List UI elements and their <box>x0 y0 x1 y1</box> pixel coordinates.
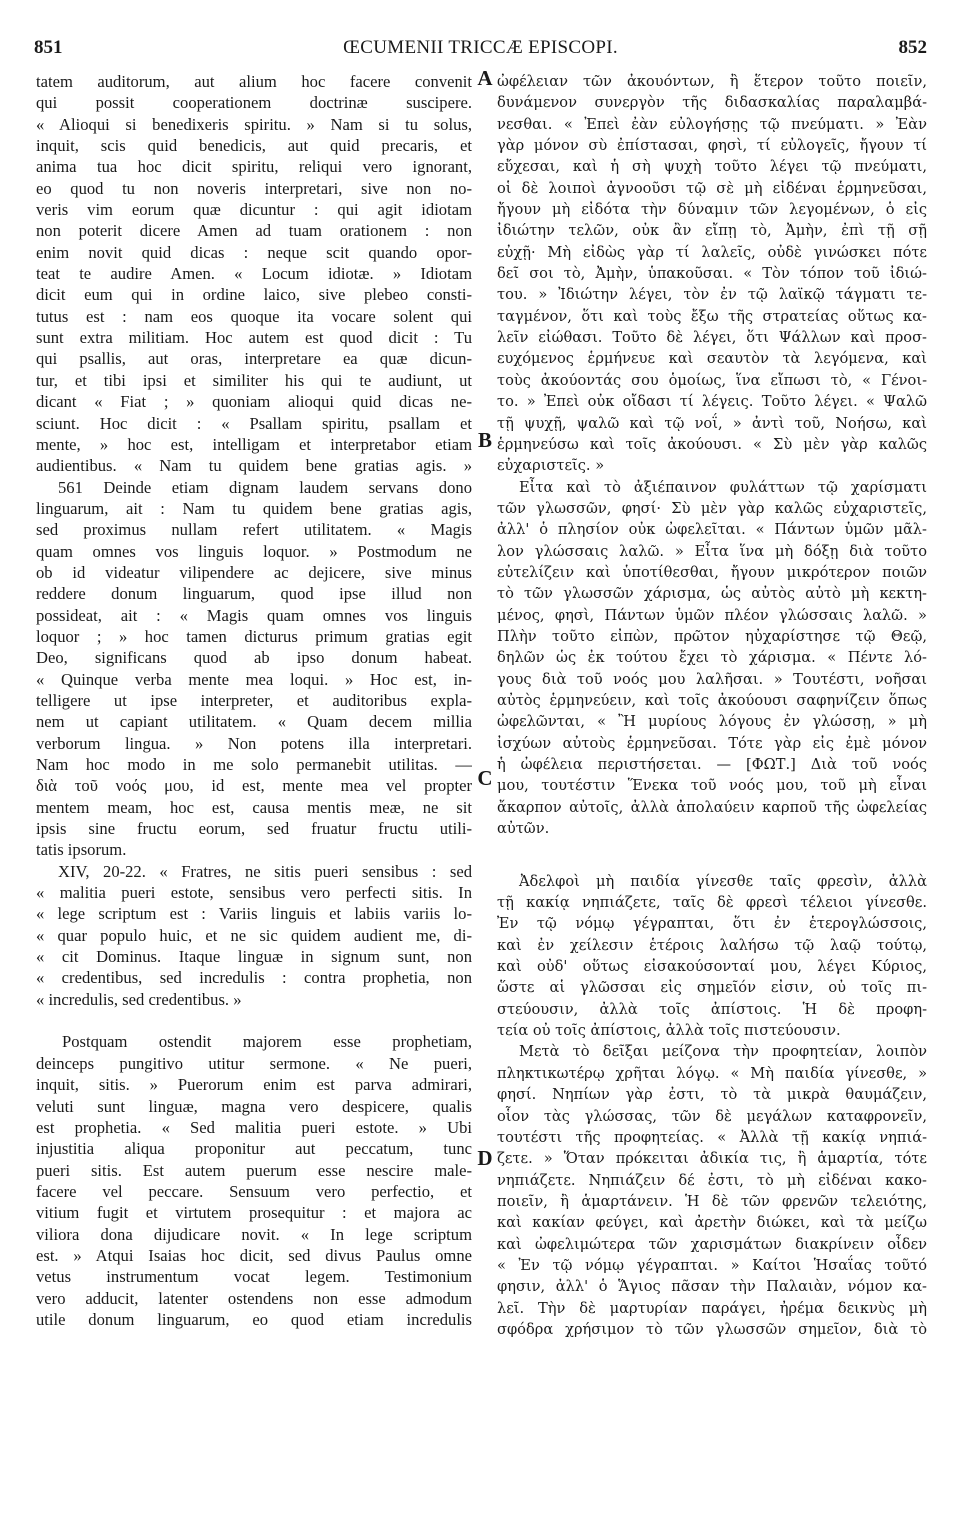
greek-line: νηπιάζετε. Νηπιάζειν δέ ἐστι, τὸ μὴ εἰδέναι κακο- <box>497 1171 927 1189</box>
latin-line: utile donum linguarum, eo quod etiam incredulis <box>36 1309 472 1329</box>
latin-line: veluti sunt linguæ, magna vero despicere, qualis <box>36 1096 472 1116</box>
latin-line: verborum lingua. » Non potens illa interpretari. <box>36 733 472 753</box>
greek-line: τοὺς ἀκούοντάς σου ὁμοίως, ἵνα εἴπωσι τὸ, « Γένοι- <box>497 371 927 389</box>
greek-line: το. » Ἐπεὶ οὐκ οἴδασι τί λέγεις. Τοῦτο λέγει. « Ψαλῶ <box>497 393 927 411</box>
greek-line: πληκτικωτέρῳ χρῆται λόγῳ. « Μὴ παιδία γίνεσθε, » <box>497 1064 927 1082</box>
latin-line: audientibus. « Nam tu quidem bene gratias agis. » <box>36 456 472 476</box>
latin-line: mentem meam, hoc est, causa mentis meæ, ne sit <box>36 797 472 817</box>
greek-line: μου, τουτέστιν Ἕνεκα τοῦ νοός μου, τοῦ μὴ εἶναι <box>497 777 927 795</box>
latin-line: sed proximus nullam refert utilitatem. « Magis <box>36 520 472 540</box>
latin-line: anima tua hoc dicit spiritu, reliqui vero ignorant, <box>36 157 472 177</box>
margin-marker-b: B <box>477 428 492 452</box>
latin-line: 561 Deinde etiam dignam laudem servans dono <box>58 477 472 497</box>
greek-line: καὶ οὐδ' οὕτως εἰσακούσονταί μου, λέγει Κύριος, <box>497 958 927 976</box>
greek-line: οἷον τὰς γλώσσας, τῶν δὲ μεγάλων καταφρονεῖν, <box>497 1107 927 1125</box>
paragraph-gap <box>497 861 927 871</box>
greek-line: στεύουσιν, ἀλλὰ τοῖς ἀπίστοις. Ἡ δὲ προφη- <box>497 1000 927 1018</box>
greek-line: καὶ ἐν χείλεσιν ἑτέροις λαλήσω τῷ λαῷ τούτῳ, <box>497 936 927 954</box>
greek-line: του. » Ἰδιώτην λέγει, τὸν ἐν τῷ λαϊκῷ τάγματι τε- <box>497 286 927 304</box>
latin-line: dicant « Fiat ; » quoniam alioqui quid dicas ne- <box>36 392 472 412</box>
latin-line: inquit, scis quid benedicis, aut quid precaris, et <box>36 136 472 156</box>
latin-line: linguarum, ait : Nam tu quidem bene gratias agis, <box>36 498 472 518</box>
greek-column <box>497 71 927 1340</box>
latin-line: deinceps pungitivo utitur sermone. « Ne pueri, <box>36 1053 472 1073</box>
greek-line: καὶ κακίαν φεύγει, καὶ ἀρετὴν διώκει, καὶ τὰ μείζω <box>497 1214 927 1232</box>
latin-line: est. » Atqui Isaias hoc dicit, sed divus Paulus omne <box>36 1245 472 1265</box>
greek-line: λεῖν εἰώθασι. Τοῦτο δὲ λέγει, ὅτι Ψάλλων καὶ προσ- <box>497 329 927 347</box>
latin-line: tatem auditorum, aut alium hoc facere convenit <box>36 72 472 91</box>
greek-line: δεῖ σοι τὸ, Ἀμὴν, ὑπακοῦσαι. « Τὸν τόπον τοῦ ἰδιώ- <box>497 265 927 283</box>
latin-line: veris vim eorum quæ dicuntur : qui agit idiotam <box>36 200 472 220</box>
greek-line: ταγμένον, ὅτι καὶ τοὺς ἔξω τῆς στρατείας οὕτως κα- <box>497 307 927 325</box>
paragraph-gap <box>497 839 927 860</box>
greek-line: λεῖ. Τὴν δὲ μαρτυρίαν παράγει, ἠρέμα δεικνὺς μὴ <box>497 1299 927 1317</box>
latin-line: vitium fugit et virtutem prosequitur : et majora ac <box>36 1203 472 1223</box>
greek-line: καὶ ὠφελιμώτερα τῶν χαρισμάτων διακρίνειν οἶδεν <box>497 1235 927 1253</box>
latin-line: « quar populo huic, et ne sic quidem audient me, di- <box>36 925 472 945</box>
greek-line: ὠφέλειαν τῶν ἀκουόντων, ἢ ἕτερον τοῦτο ποιεῖν, <box>497 73 927 90</box>
latin-line: sciunt. Hoc dicit : « Psallam spiritu, psallam et <box>36 413 472 433</box>
latin-line: Nam hoc modo in me solo permanebit utilitas. — <box>36 755 472 774</box>
paragraph-gap <box>36 1010 472 1031</box>
latin-line: ipsis sine fructu eorum, sed fruatur fructu utili- <box>36 819 472 839</box>
greek-line: οἱ δὲ λοιποὶ ἀγνοοῦσι τῷ σὲ μὴ εἰδέναι ἑρμηνεῦσαι, <box>497 179 927 197</box>
greek-line: σφόδρα χρήσιμον τὸ τῶν γλωσσῶν σημεῖον, διὰ τὸ <box>497 1320 927 1338</box>
page-number-right: 852 <box>898 37 927 58</box>
latin-line: « credentibus, sed incredulis : contra prophetia, non <box>36 968 472 988</box>
greek-line: Μετὰ τὸ δεῖξαι μείζονα τὴν προφητείαν, λοιπὸν <box>519 1043 927 1061</box>
latin-column <box>36 71 472 1330</box>
latin-line: « incredulis, sed credentibus. » <box>36 989 242 1009</box>
latin-line: facere vel peccare. Sensuum vero perfectio, et <box>36 1181 472 1201</box>
greek-line: γὰρ μόνον σὺ ἐπίστασαι, φησὶ, τί εὐλογεῖς, ἤγουν τί <box>497 137 927 155</box>
greek-line: Εἶτα καὶ τὸ ἀξιέπαινον φυλάττων τῷ χαρίσματι <box>519 478 927 496</box>
greek-line: εὐτελίζειν καὶ ὑποτίθεσθαι, ἤγουν μικρότερον ποιῶν <box>497 563 927 581</box>
greek-line: ζετε. » Ὅταν πρόκειται ἀδικία τις, ἢ ἁμαρτία, τότε <box>497 1150 927 1168</box>
greek-line: εὐχῇ· Μὴ εἰδὼς γὰρ τί λαλεῖς, οὐδὲ γινώσκει πότε <box>497 243 927 261</box>
greek-line: εὔχεσαι, καὶ ἡ σὴ ψυχὴ τοῦτο λέγει τῷ πνεύματι, <box>497 158 927 176</box>
latin-line: Postquam ostendit majorem esse prophetiam, <box>62 1032 472 1052</box>
greek-line: φησιν, ἀλλ' ὁ Ἅγιος πᾶσαν τὴν Παλαιὰν, νόμον κα- <box>497 1278 927 1296</box>
greek-line: εὐχαριστεῖς. » <box>497 457 605 475</box>
greek-line: ὠφελῶνται, « Ἢ μυρίους λόγους ἐν γλώσσῃ, » μὴ <box>497 713 927 731</box>
latin-line: vero adducit, latenter ostendens non esse admodum <box>36 1288 472 1308</box>
running-header <box>34 37 927 67</box>
greek-line: ἰσχύων αὐτοὺς ἑρμηνεῦσαι. Τότε γὰρ εἰς ἐμὲ μόνον <box>497 734 927 752</box>
latin-line: viliora dona dijudicare novit. « In lege scriptum <box>36 1224 472 1244</box>
latin-line: « Alioqui si benedixeris spiritu. » Nam si tu solus, <box>36 114 472 134</box>
latin-line: non poterit dicere Amen ad tuam orationem : non <box>36 221 472 241</box>
latin-line: sunt extra militiam. Hoc autem est quod dicit : Tu <box>36 328 472 348</box>
latin-line: διὰ τοῦ νοός μου, id est, mente mea vel propter <box>36 776 472 796</box>
running-title: ŒCUMENII TRICCÆ EPISCOPI. <box>343 37 618 58</box>
greek-line: Πλὴν τοῦτο εἰπὼν, πρῶτον ηὐχαρίστησε τῷ Θεῷ, <box>497 627 927 645</box>
greek-line: Ἀδελφοὶ μὴ παιδία γίνεσθε ταῖς φρεσὶν, ἀλλὰ <box>519 872 927 890</box>
latin-line: Deo, significans quod ab ipso donum habeat. <box>36 648 472 668</box>
greek-line: τουτέστι τῆς προφητείας. « Ἀλλὰ τῇ κακίᾳ νηπιά- <box>497 1128 927 1146</box>
greek-line: μένος, φησὶ, Πάντων ὑμῶν πλέον γλώσσαις λαλῶ. » <box>497 606 927 624</box>
latin-line: « cit Dominus. Itaque linguæ in signum sunt, non <box>36 947 472 967</box>
greek-line: ὥστε αἱ γλῶσσαι εἰς σημεῖόν εἰσιν, οὐ τοῖς πι- <box>497 979 927 997</box>
greek-line: τεία οὐ τοῖς ἀπίστοις, ἀλλὰ τοῖς πιστεύουσιν. <box>497 1022 841 1040</box>
margin-marker-c: C <box>477 766 493 790</box>
greek-line: ἡ ὠφέλεια περιστήσεται. — [ΦΩΤ.] Διὰ τοῦ νοός <box>497 756 927 773</box>
page-number-left: 851 <box>34 37 63 58</box>
greek-line: ἤγουν μὴ εἰδότα τὴν δύναμιν τῶν λεγομένων, ὁ εἰς <box>497 201 927 219</box>
latin-line: ob id videatur vilipendere ac dejicere, sive minus <box>36 562 472 582</box>
greek-line: γους διὰ τοῦ νοός μου λαλῆσαι. » Τουτέστι, νοῆσαι <box>497 670 927 688</box>
latin-line: « Quinque verba mente mea loqui. » Hoc est, in- <box>36 669 472 689</box>
greek-line: ἀλλ' ὁ πλησίον οὐκ ὠφελεῖται. « Πάντων ὑμῶν μᾶλ- <box>497 521 927 539</box>
greek-line: Ἐν τῷ νόμῳ γέγραπται, ὅτι ἐν ἑτερογλώσσοις, <box>497 915 927 933</box>
latin-line: possideat, ait : « Magis quam omnes vos linguis <box>36 605 472 625</box>
latin-line: loquor ; » hoc tamen dicturus primum gratias egit <box>36 626 472 646</box>
latin-line: tatis ipsorum. <box>36 840 127 860</box>
greek-line: ποιεῖν, ἢ ἁμαρτάνειν. Ἡ δὲ τῶν φρενῶν τελειότης, <box>497 1192 927 1210</box>
greek-line: ἑρμηνεύσω καὶ τοῖς ἀκούουσι. « Σὺ μὲν γὰρ καλῶς <box>497 435 927 453</box>
greek-line: τῶν γλωσσῶν, φησί· Σὺ μὲν γὰρ καλῶς εὐχαριστεῖς, <box>497 499 927 517</box>
latin-line: eo quod tu non noveris interpretari, sive non no- <box>36 178 472 198</box>
greek-line: τὸ τῶν γλωσσῶν χάρισμα, ὡς αὐτὸς αὐτὸ μὴ κεκτη- <box>497 585 927 603</box>
margin-marker-d: D <box>477 1146 493 1170</box>
greek-line: λον γλώσσαις λαλῶ. » Εἶτα ἵνα μὴ δόξῃ διὰ τοῦτο <box>497 542 927 560</box>
latin-line: pueri sitis. Est autem puerum esse nescire male- <box>36 1160 472 1180</box>
greek-line: δηλῶν ὡς ἐκ τούτου ἔχει τὸ χάρισμα. « Πέντε λό- <box>497 649 927 667</box>
latin-line: « lege scriptum est : Variis linguis et labiis variis lo- <box>36 904 472 924</box>
latin-line: injustitia aliqua proponitur aut peccatum, tunc <box>36 1139 472 1159</box>
latin-line: est prophetia. « Sed malitia pueri estote. » Ubi <box>36 1117 472 1137</box>
greek-line: τῇ ψυχῇ, ψαλῶ καὶ τῷ νοΐ, » ἀντὶ τοῦ, Νοήσω, καὶ <box>497 414 927 432</box>
greek-line: αὐτῶν. <box>497 820 550 838</box>
greek-line: δυνάμενον συνεργὸν τῆς διδασκαλίας παραλαμβά- <box>497 94 927 112</box>
greek-line: νεσθαι. « Ἐπεὶ ἐὰν εὐλογήσῃς τῷ πνεύματι. » Ἐὰν <box>497 115 927 133</box>
greek-line: ευχόμενος ἑρμήνευε καὶ σεαυτὸν τὰ λεγόμενα, καὶ <box>497 350 927 368</box>
latin-line: dicit eum qui in ordine laico, sive plebeo consti- <box>36 285 472 305</box>
latin-line: teat te audire Amen. « Locum idiotæ. » Idiotam <box>36 264 472 284</box>
greek-line: « Ἐν τῷ νόμῳ γέγραπται. » Καίτοι Ἡσαΐας τοῦτό <box>497 1256 927 1274</box>
greek-line: τῇ κακίᾳ νηπιάζετε, ταῖς δὲ φρεσὶ τέλειοι γίνεσθε. <box>497 894 927 912</box>
latin-line: tur, et tibi ipsi et similiter his qui te audiunt, ut <box>36 370 472 390</box>
greek-line: φησί. Νηπίων γὰρ ἐστι, τὸ τὰ μικρὰ θαυμάζειν, <box>497 1086 927 1104</box>
latin-line: mente, » hoc est, intelligam et interpretabor etiam <box>36 434 472 454</box>
latin-line: tutus est : nam eos quoque ita vocare solent qui <box>36 306 472 326</box>
latin-line: XIV, 20-22. « Fratres, ne sitis pueri sensibus : sed <box>58 861 472 881</box>
latin-line: qui possit cooperationem doctrinæ suscipere. <box>36 93 472 113</box>
latin-line: vetus instrumentum vocat legem. Testimonium <box>36 1267 472 1287</box>
latin-line: quam omnes vos linguis loquor. » Postmodum ne <box>36 541 472 561</box>
greek-line: ἄκαρπον αὐτοῖς, ἀλλὰ ἀπολαύειν καρποῦ τῆς ὠφελείας <box>497 798 927 816</box>
latin-line: « malitia pueri estote, sensibus vero perfecti sitis. In <box>36 883 472 903</box>
latin-line: enim novit quid dicas : neque scit quando opor- <box>36 242 472 262</box>
greek-line: ἰδιώτην τελῶν, οὐκ ἂν εἴπῃ τὸ, Ἀμὴν, ἐπὶ τῇ σῇ <box>497 222 927 240</box>
latin-line: inquit, sitis. » Puerorum enim est parva admirari, <box>36 1075 472 1095</box>
latin-line: reddere donum linguarum, quod ipse illud non <box>36 584 472 604</box>
latin-line: qui psallis, aut oras, interpretare ea quæ dicun- <box>36 349 472 369</box>
margin-marker-a: A <box>477 66 493 90</box>
latin-line: nem ut capiant utilitatem. « Quam decem millia <box>36 712 472 732</box>
greek-line: αὐτὸς ἑρμηνεύειν, καὶ τοῖς ἀκούουσι σαφηνίζειν ὅπως <box>497 691 927 709</box>
latin-line: telligere ut ipse interpreter, et auditoribus expla- <box>36 690 472 710</box>
